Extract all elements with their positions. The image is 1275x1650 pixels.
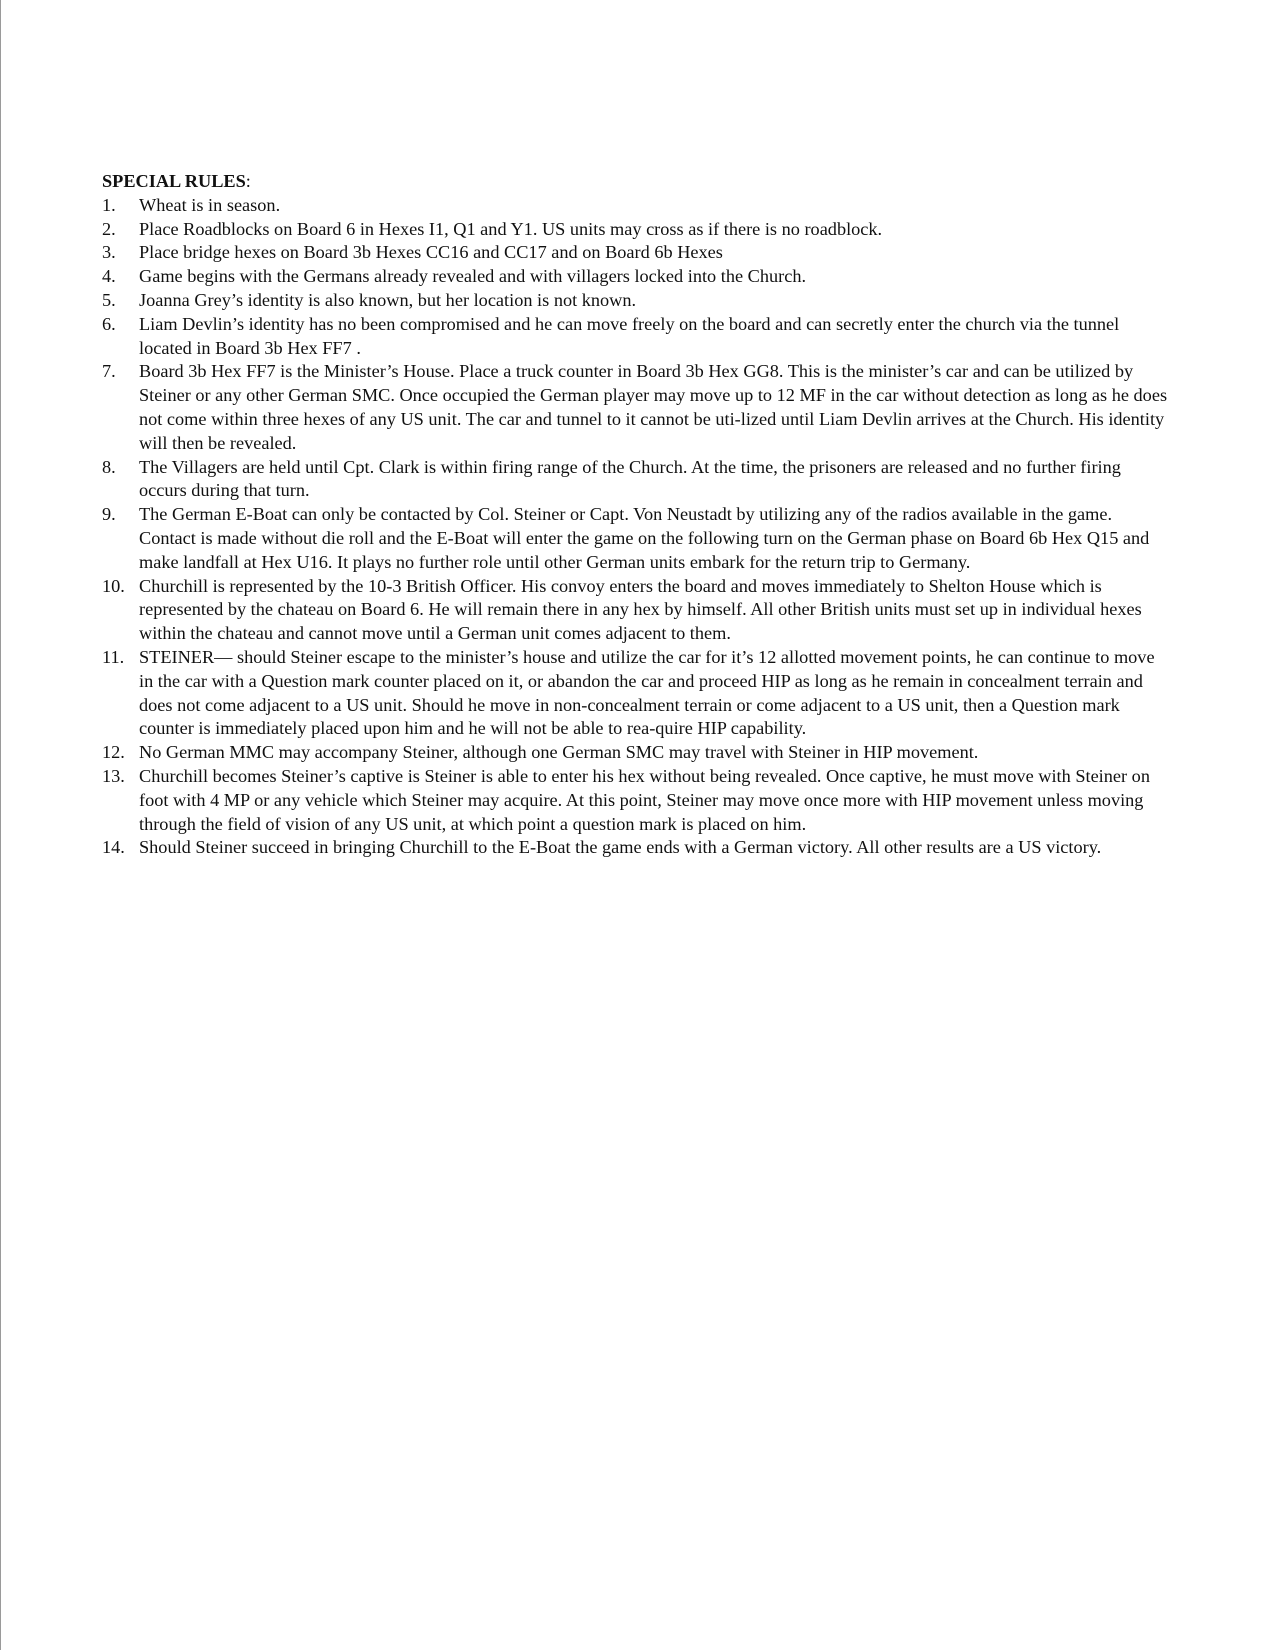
rule-number: 11. (102, 646, 125, 667)
rule-item (102, 265, 1172, 289)
rule-number: 10. (102, 575, 125, 596)
rule-item (102, 218, 1172, 242)
section-heading-title: SPECIAL RULES (102, 171, 246, 191)
rule-number: 12. (102, 742, 125, 763)
rule-text: The German E-Boat can only be contacted by Col. Steiner or Capt. Von Neustadt by utilizing any of the radios available in the game. Contact is made without die roll and the E-Boat will enter the game on the following turn on the German phase on Board 6b Hex Q15 and make landfall at Hex U16. It plays no further role until other German units embark for the return trip to Germany. (139, 504, 1150, 572)
rule-text: The Villagers are held until Cpt. Clark is within firing range of the Church. At the time, the prisoners are released and no further firing occurs during that turn. (139, 456, 1121, 501)
rule-number: 14. (102, 837, 125, 858)
rule-text: Place Roadblocks on Board 6 in Hexes I1, Q1 and Y1. US units may cross as if there is no roadblock. (139, 218, 883, 239)
rule-item (102, 194, 1172, 218)
rule-item (102, 503, 1172, 574)
rule-item (102, 456, 1172, 504)
rule-number: 13. (102, 765, 125, 786)
rule-text: Churchill is represented by the 10-3 British Officer. His convoy enters the board and moves immediately to Shelton House which is represented by the chateau on Board 6. He will remain there in any hex by himself. All other British units must set up in individual hexes within the chateau and cannot move until a German unit comes adjacent to them. (139, 575, 1142, 644)
rules-list (102, 194, 1172, 860)
rule-item (102, 765, 1172, 836)
rule-item (102, 646, 1172, 741)
rule-text: Board 3b Hex FF7 is the Minister’s House. Place a truck counter in Board 3b Hex GG8. This is the minister’s car and can be utilized by Steiner or any other German SMC. Once occupied the German player may move up to 12 MF in the car without detection as long as he does not come within three hexes of any US unit. The car and tunnel to it cannot be uti-lized until Liam Devlin arrives at the Church. His identity will then be revealed. (139, 361, 1168, 453)
rule-item (102, 313, 1172, 361)
rule-number: 1. (102, 194, 116, 215)
rule-number: 5. (102, 289, 116, 310)
rule-item (102, 741, 1172, 765)
rule-number: 4. (102, 266, 116, 287)
rule-item (102, 289, 1172, 313)
rule-number: 6. (102, 313, 116, 334)
page-edge (0, 0, 1, 1650)
rule-number: 9. (102, 504, 116, 525)
rule-text: Place bridge hexes on Board 3b Hexes CC16 and CC17 and on Board 6b Hexes (139, 242, 723, 263)
rule-text: Liam Devlin’s identity has no been compromised and he can move freely on the board and can secretly enter the church via the tunnel located in Board 3b Hex FF7 . (139, 313, 1120, 358)
special-rules-section (102, 170, 1172, 860)
rule-text: Churchill becomes Steiner’s captive is Steiner is able to enter his hex without being revealed. Once captive, he must move with Steiner on foot with 4 MP or any vehicle which Steiner may acquire. At this point, Steiner may move once more with HIP movement unless moving through the field of vision of any US unit, at which point a question mark is placed on him. (139, 765, 1150, 834)
rule-item (102, 241, 1172, 265)
rule-item (102, 836, 1172, 860)
rule-text: Should Steiner succeed in bringing Churchill to the E-Boat the game ends with a German victory. All other results are a US victory. (139, 837, 1102, 858)
rule-text: Joanna Grey’s identity is also known, but her location is not known. (139, 289, 637, 310)
section-heading (102, 170, 1172, 194)
rule-text: Game begins with the Germans already revealed and with villagers locked into the Church. (139, 266, 807, 287)
rule-item (102, 575, 1172, 646)
rule-number: 7. (102, 361, 116, 382)
rule-number: 2. (102, 218, 116, 239)
rule-text: STEINER— should Steiner escape to the minister’s house and utilize the car for it’s 12 allotted movement points, he can continue to move in the car with a Question mark counter placed on it, or abandon the car and proceed HIP as long as he remain in concealment terrain and does not come adjacent to a US unit. Should he move in non-concealment terrain or come adjacent to a US unit, then a Question mark counter is immediately placed upon him and he will not be able to rea-quire HIP capability. (139, 646, 1155, 739)
rule-text: No German MMC may accompany Steiner, although one German SMC may travel with Steiner in HIP movement. (139, 742, 979, 763)
rule-text: Wheat is in season. (139, 194, 281, 215)
rule-number: 3. (102, 242, 116, 263)
section-heading-colon: : (245, 171, 251, 191)
rule-number: 8. (102, 456, 116, 477)
rule-item (102, 360, 1172, 455)
